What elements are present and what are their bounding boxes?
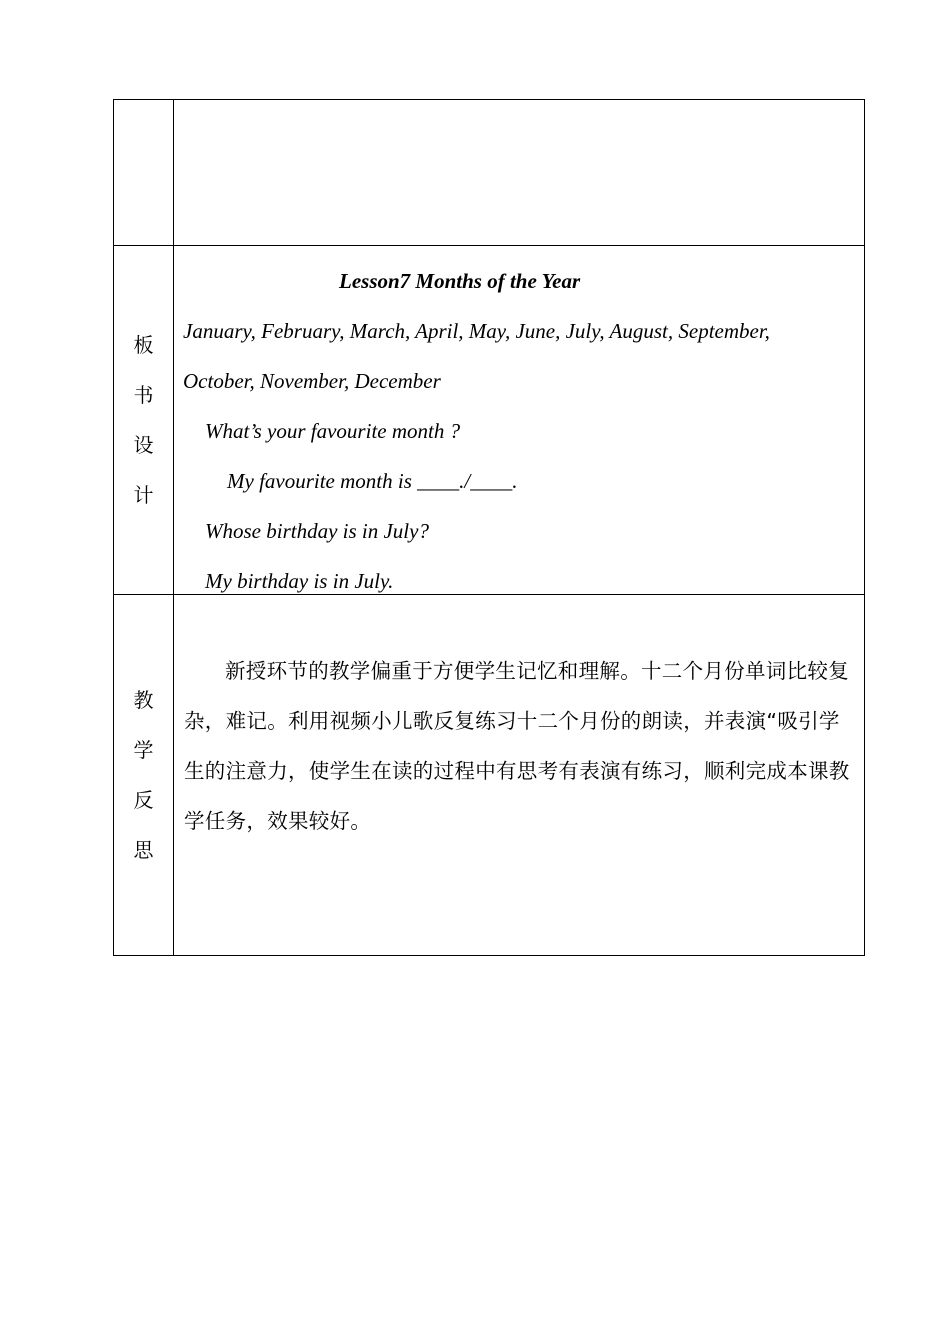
answer-birthday: My birthday is in July. xyxy=(205,569,394,593)
label-char: 计 xyxy=(133,483,154,507)
lesson-plan-table xyxy=(113,99,865,956)
months-line-2: October, November, December xyxy=(183,369,441,393)
table-row-board-design xyxy=(114,245,864,594)
label-char: 设 xyxy=(133,433,154,457)
label-char: 思 xyxy=(133,838,154,862)
label-char: 教 xyxy=(133,688,154,712)
reflection-paragraph: 新授环节的教学偏重于方便学生记忆和理解。十二个月份单词比较复杂，难记。利用视频小儿歌反复练习十二个月份的朗读，并表演“吸引学生的注意力，使学生在读的过程中有思考有表演有练习，顺利完成本课教学任务，效果较好。 xyxy=(184,659,850,833)
answer-favourite-month: My favourite month is ____./____. xyxy=(227,469,518,493)
question-birthday: Whose birthday is in July? xyxy=(205,519,429,543)
label-char: 学 xyxy=(133,738,154,762)
empty-label-cell xyxy=(114,100,174,245)
question-favourite-month: What’s your favourite month ? xyxy=(205,419,461,443)
label-char: 板 xyxy=(133,333,154,357)
board-design-content xyxy=(174,246,864,594)
label-char: 反 xyxy=(133,788,154,812)
months-line-1: January, February, March, April, May, June, July, August, September, xyxy=(183,319,770,343)
board-design-label xyxy=(114,246,174,594)
reflection-content xyxy=(174,595,864,955)
table-row-reflection xyxy=(114,594,864,955)
lesson-title: Lesson7 Months of the Year xyxy=(339,269,581,293)
reflection-label xyxy=(114,595,174,955)
table-row-empty xyxy=(114,100,864,245)
label-char: 书 xyxy=(133,383,154,407)
empty-content-cell xyxy=(174,100,864,245)
